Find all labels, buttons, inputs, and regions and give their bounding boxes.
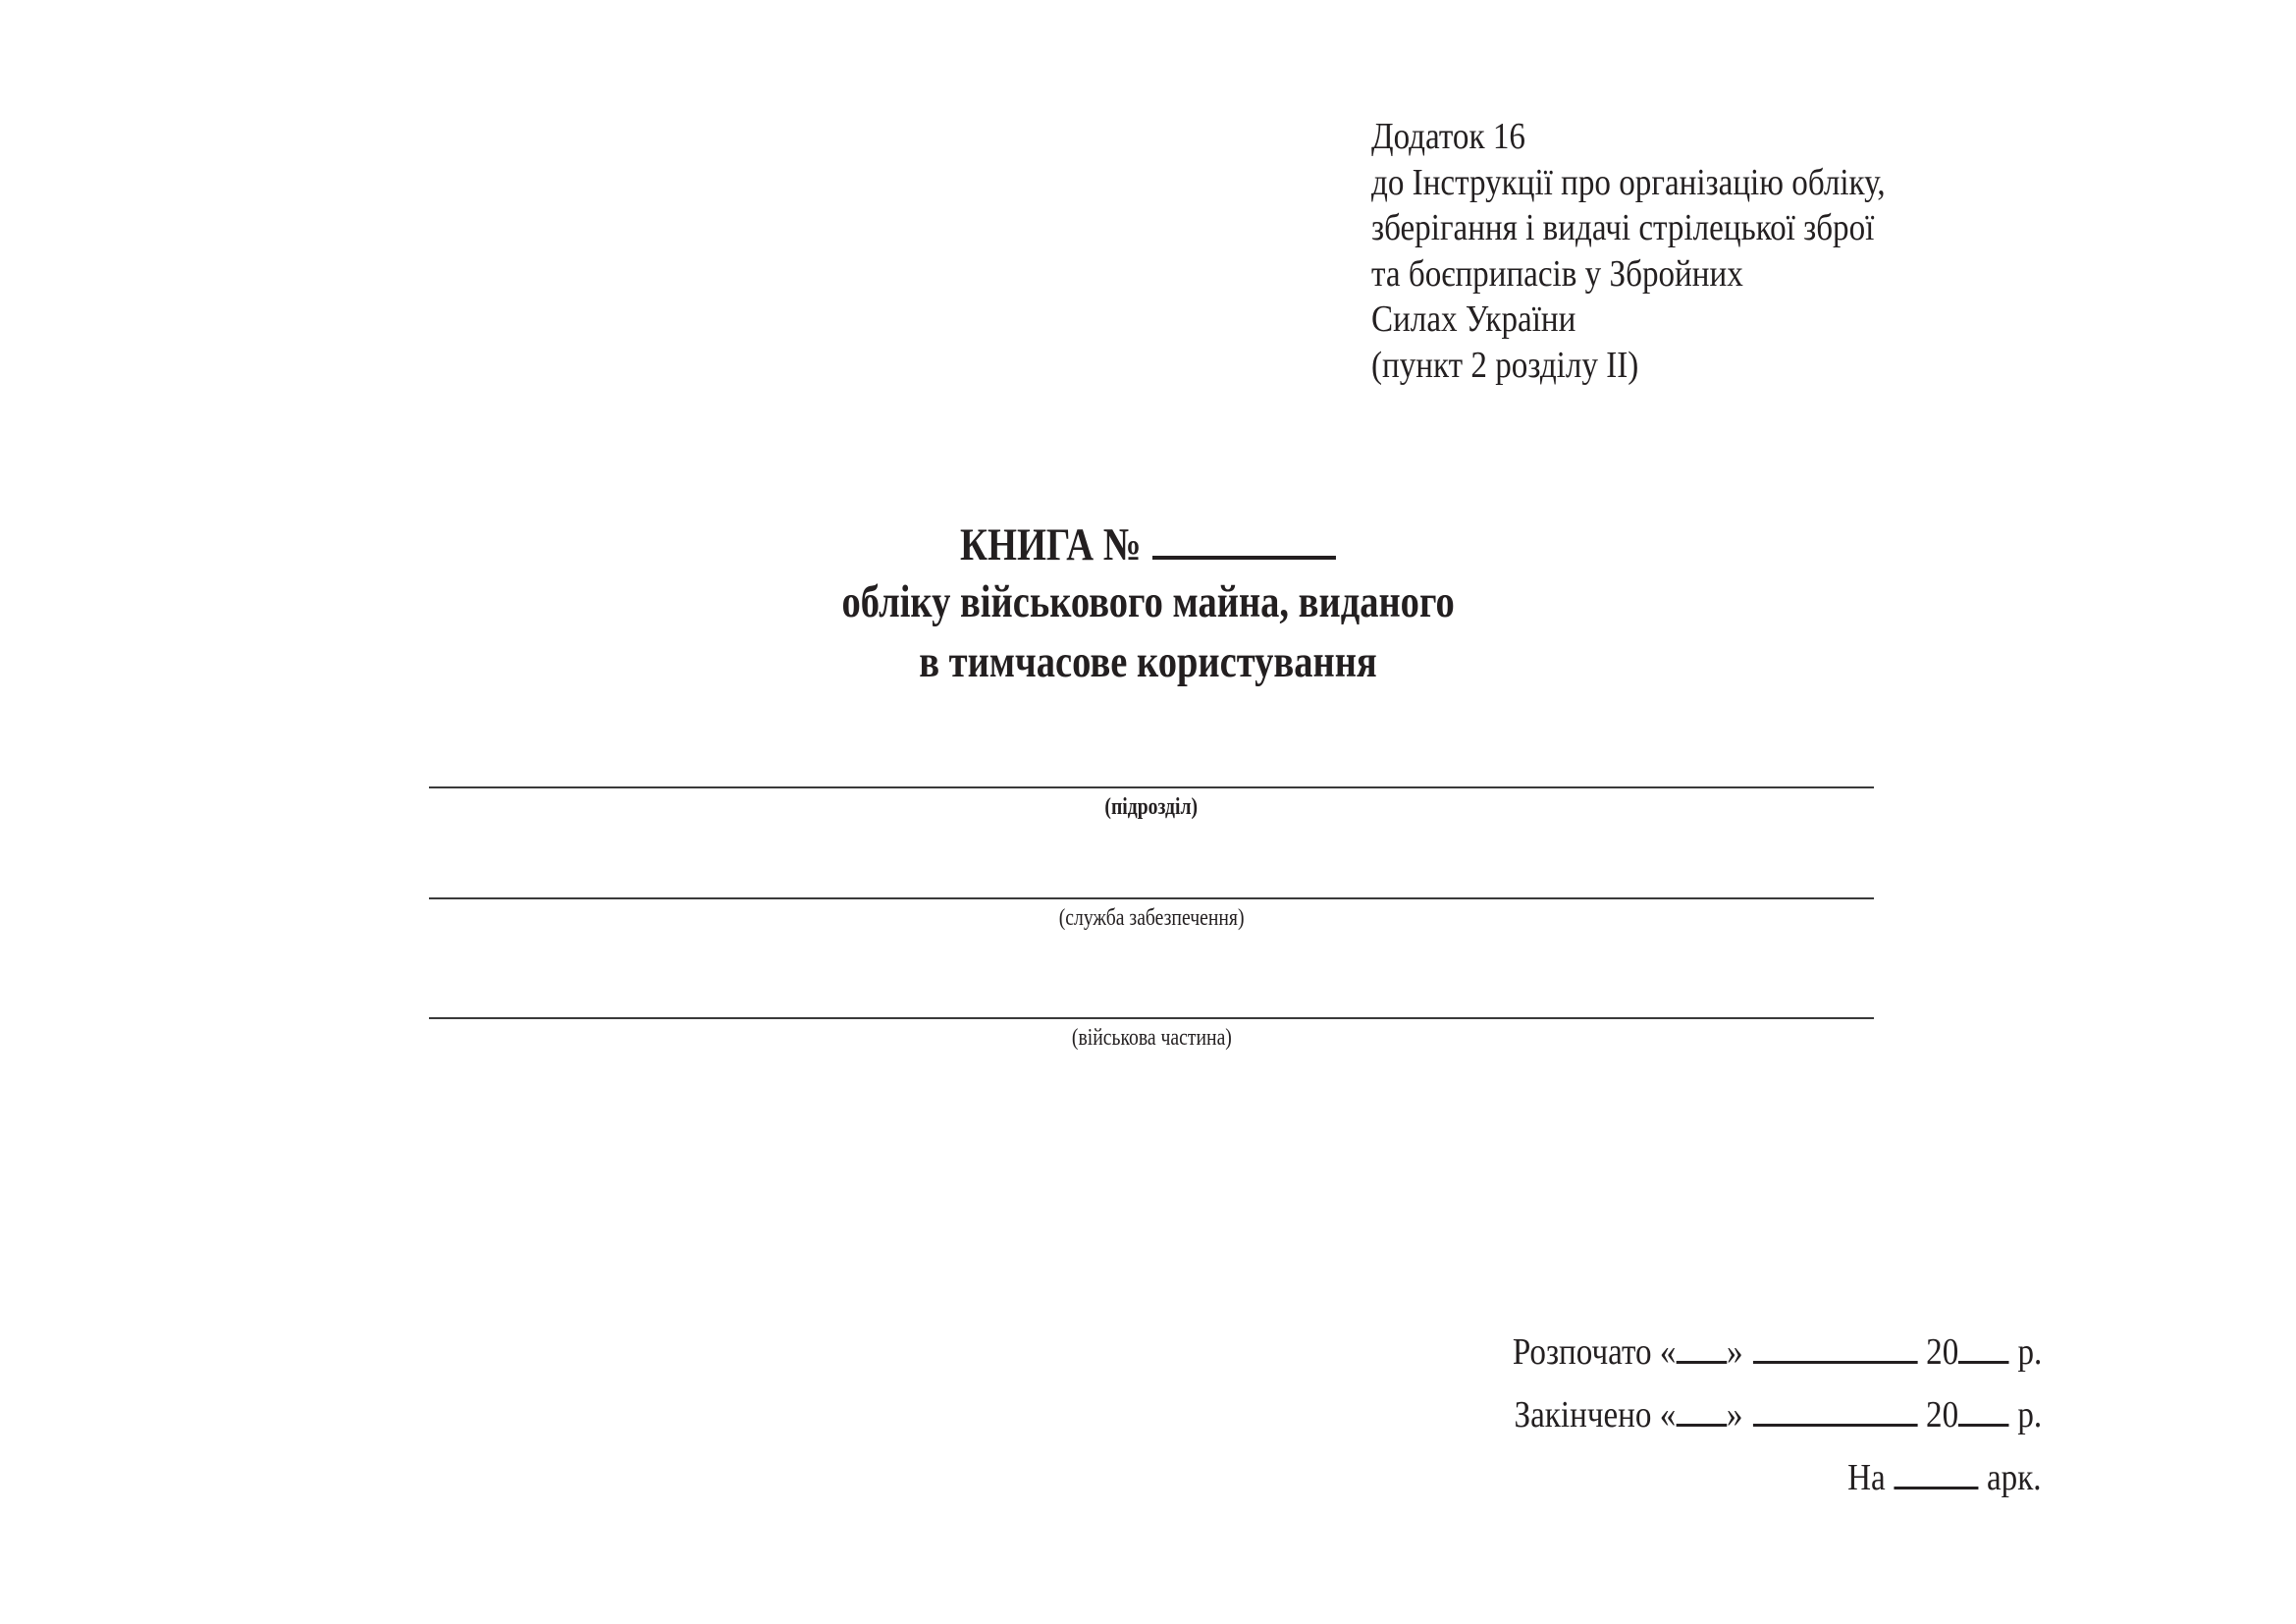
started-month-field[interactable] <box>1753 1326 1918 1364</box>
subdivision-field[interactable] <box>429 786 1874 822</box>
appendix-line: (пункт 2 розділу ІІ) <box>1371 344 1639 386</box>
title-line-2: обліку військового майна, виданого <box>841 576 1455 627</box>
pages-row <box>1426 1446 2042 1509</box>
appendix-line: Силах України <box>1371 298 1576 340</box>
military-unit-line[interactable] <box>429 1017 1874 1019</box>
finished-date-row: Закінчено « » 20 р. <box>1426 1383 2042 1446</box>
started-year-field[interactable] <box>1958 1326 2009 1364</box>
started-day-field[interactable] <box>1676 1326 1727 1364</box>
military-unit-field[interactable] <box>429 1017 1874 1053</box>
subdivision-line[interactable] <box>429 786 1874 788</box>
appendix-line: та боєприпасів у Збройних <box>1371 252 1743 295</box>
started-date-row: Розпочато « » 20 р. <box>1426 1321 2042 1383</box>
finished-label: Закінчено <box>1514 1394 1652 1435</box>
book-number-line <box>0 513 2296 572</box>
book-label: КНИГА № <box>960 519 1142 570</box>
appendix-reference <box>1371 114 1969 388</box>
title-line-3: в тимчасове користування <box>919 636 1377 687</box>
supply-service-field[interactable] <box>429 897 1874 933</box>
dates-block <box>1426 1321 2042 1509</box>
document-title <box>0 513 2296 692</box>
appendix-line: Додаток 16 <box>1371 116 1525 157</box>
appendix-line: зберігання і видачі стрілецької зброї <box>1371 207 1875 248</box>
finished-month-field[interactable] <box>1753 1388 1918 1427</box>
supply-service-line[interactable] <box>429 897 1874 899</box>
pages-suffix: арк. <box>1987 1457 2042 1498</box>
started-label: Розпочато <box>1512 1331 1652 1373</box>
subdivision-caption: (підрозділ) <box>1104 794 1199 820</box>
military-unit-caption: (військова частина) <box>1071 1025 1232 1051</box>
finished-year-field[interactable] <box>1958 1388 2009 1427</box>
appendix-line: до Інструкції про організацію обліку, <box>1371 161 1886 203</box>
supply-service-caption: (служба забезпечення) <box>1058 905 1245 931</box>
pages-count-field[interactable] <box>1895 1451 1979 1489</box>
finished-day-field[interactable] <box>1676 1388 1727 1427</box>
pages-prefix: На <box>1847 1457 1887 1498</box>
book-number-field[interactable] <box>1152 513 1336 560</box>
